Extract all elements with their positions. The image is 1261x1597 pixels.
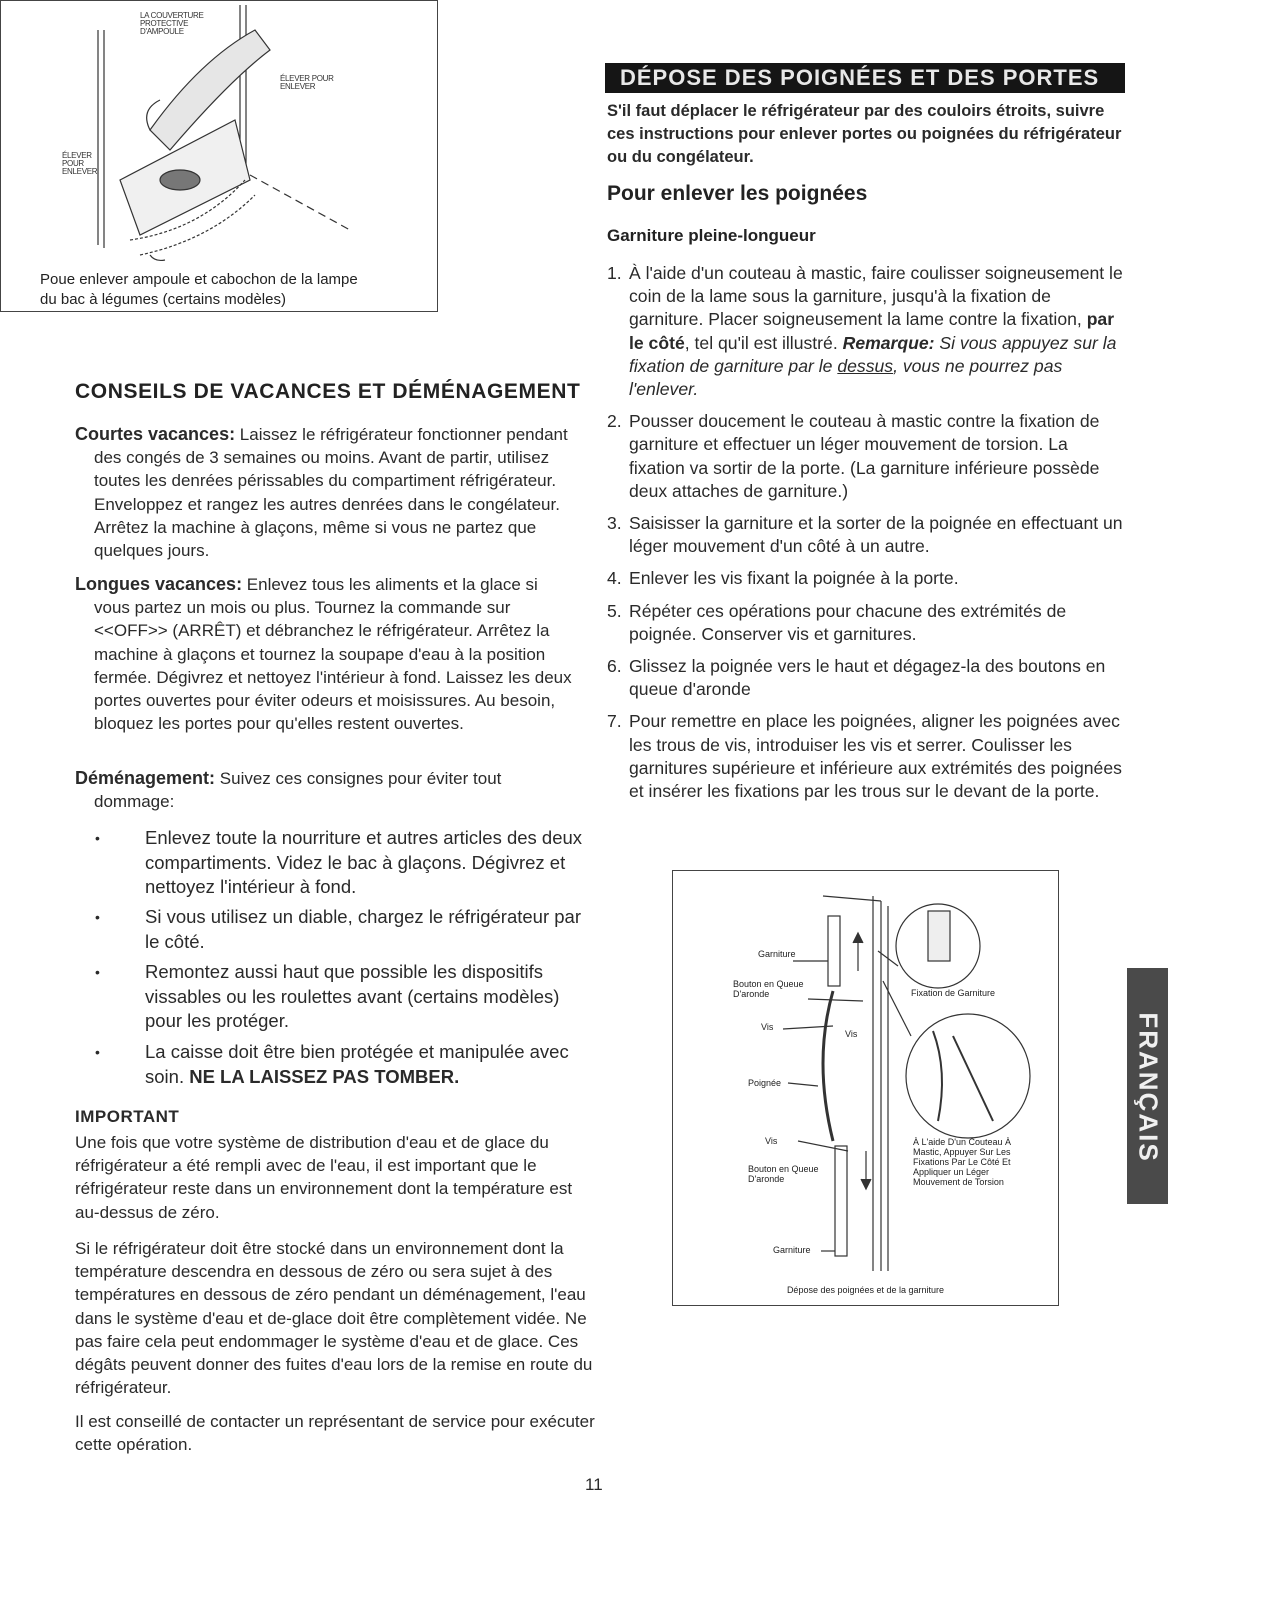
- instruction-label: À L'aide D'un Couteau À Mastic, Appuyer Sur Les Fixations Par Le Côté Et Appliquer un Léger Mouvement de Torsion: [913, 1137, 1012, 1187]
- handle-label: Poignée: [748, 1078, 782, 1088]
- trim-subheading: Garniture pleine-longueur: [607, 226, 816, 245]
- language-tab-label: FRANÇAIS: [1133, 1012, 1164, 1163]
- lamp-cover-figure: [0, 0, 438, 312]
- short-vacation-text: Laissez le réfrigérateur fonctionner pendant des congés de 3 semaines ou moins. Avant de partir, utilisez toutes les denrées périssables du compartiment réfrigérateur. Enveloppez et rangez les autres denrées dans le congélateur. Arrêtez la machine à glaçons, même si vous ne partez que quelques jours.: [94, 425, 568, 561]
- short-vacation-para: [75, 423, 575, 562]
- bullet-item: • Remontez aussi haut que possible les dispositifs vissables ou les roulettes avant (certains modèles) pour les protéger.: [95, 960, 585, 1034]
- step-item: 3. Saisisser la garniture et la sorter de la poignée en effectuant un léger mouvement d'un côté à un autre.: [607, 513, 1123, 557]
- lift-label-left: ÉLEVER POUR ENLEVER: [62, 151, 98, 176]
- caption-line-2: du bac à légumes (certains modèles): [40, 291, 286, 308]
- lift-label-right: ÉLEVER POUR ENLEVER: [280, 74, 334, 91]
- long-vacation-text: Enlevez tous les aliments et la glace si vous partez un mois ou plus. Tournez la commande sur <<OFF>> (ARRÊT) et débranchez le réfrigérateur. Arrêtez la machine à glaçons et tournez la soupape d'eau à la position fermée. Dégivrez et nettoyez l'intérieur à fond. Laissez les deux portes ouvertes pour éviter odeurs et moisissures. Au besoin, bloquez les portes pour qu'elles restent ouvertes.: [94, 575, 572, 734]
- short-vacation-label: Courtes vacances:: [75, 424, 236, 444]
- moving-para: [75, 767, 575, 813]
- section-banner: [605, 63, 1125, 93]
- bullet-item: • Enlevez toute la nourriture et autres articles des deux compartiments. Videz le bac à glaçons. Dégivrez et nettoyez l'intérieur à fond.: [95, 826, 585, 900]
- cover-label: LA COUVERTURE PROTECTIVE D'AMPOULE: [140, 11, 204, 36]
- moving-text: Suivez ces consignes pour éviter tout dommage:: [94, 769, 502, 812]
- important-para-3: Il est conseillé de contacter un représentant de service pour exécuter cette opération.: [75, 1412, 595, 1455]
- banner-title: DÉPOSE DES POIGNÉES ET DES PORTES: [620, 65, 1100, 90]
- important-para-2: Si le réfrigérateur doit être stocké dans un environnement dont la température descendra en dessous de zéro ou sera sujet à des températures en dessous de zéro pendant un déménagement, l'eau dans le système d'eau et de-glace doit être complètement vidée. Ne pas faire cela peut endommager le système d'eau et de glace. Ces dégâts peuvent donner des fuites d'eau lors de la remise en route du réfrigérateur.: [75, 1239, 593, 1398]
- moving-label: Déménagement:: [75, 768, 216, 788]
- bullet-text: Si vous utilisez un diable, chargez le réfrigérateur par le côté.: [145, 906, 582, 952]
- step-item: 6. Glissez la poignée vers le haut et dégagez-la des boutons en queue d'aronde: [607, 656, 1106, 700]
- caption-line-1: Poue enlever ampoule et cabochon de la lampe: [40, 271, 358, 288]
- language-tab: [1127, 968, 1168, 1204]
- screw-low-label: Vis: [765, 1136, 778, 1146]
- important-para-1: Une fois que votre système de distribution d'eau et de glace du réfrigérateur a été rempli avec de l'eau, il est important que le réfrigérateur reste dans un environnement dont la température est au-dessus de zéro.: [75, 1133, 573, 1222]
- page-number: 11: [585, 1475, 603, 1494]
- important-heading: IMPORTANT: [75, 1107, 180, 1126]
- bullet-item: • Si vous utilisez un diable, chargez le réfrigérateur par le côté.: [95, 905, 585, 954]
- step-item: 2. Pousser doucement le couteau à mastic contre la fixation de garniture et effectuer un léger mouvement de torsion. La fixation va sortir de la porte. (La garniture inférieure possède deux attaches de garniture.): [607, 411, 1100, 501]
- step-item: 5. Répéter ces opérations pour chacune des extrémités de poignée. Conserver vis et garnitures.: [607, 600, 1067, 644]
- screw-mid-label: Vis: [845, 1029, 858, 1039]
- intro-text: S'il faut déplacer le réfrigérateur par des couloirs étroits, suivre ces instructions pour enlever portes ou poignées du réfrigérateur ou du congélateur.: [607, 102, 1122, 166]
- garniture-low-label: Garniture: [773, 1245, 811, 1255]
- bullet-text: La caisse doit être bien protégée et manipulée avec soin. NE LA LAISSEZ PAS TOMBER.: [145, 1041, 569, 1087]
- step-item: 1. À l'aide d'un couteau à mastic, faire coulisser soigneusement le coin de la lame sous la garniture, jusqu'à la fixation de garniture. Placer soigneusement la lame contre la fixation, par le côté, tel qu'il est illustré. Remarque: Si vous appuyez sur la fixation de garniture par le dessus, vous ne pourrez pas l'enlever.: [607, 263, 1123, 400]
- handle-removal-illustration: [673, 871, 1058, 1305]
- fixation-label: Fixation de Garniture: [911, 988, 996, 998]
- dovetail-low-label: Bouton en Queue D'aronde: [748, 1164, 819, 1184]
- dovetail-top-label: Bouton en Queue D'aronde: [733, 979, 804, 999]
- screw-top-label: Vis: [761, 1022, 774, 1032]
- step-item: 7. Pour remettre en place les poignées, aligner les poignées avec les trous de vis, introduiser les vis et serrer. Coulisser les garnitures supérieure et inférieure aux extrémités des poignées et insérer les fixations par les trous sur le devant de la porte.: [607, 711, 1122, 802]
- long-vacation-label: Longues vacances:: [75, 574, 243, 594]
- garniture-top-label: Garniture: [758, 949, 796, 959]
- handles-heading: Pour enlever les poignées: [607, 182, 868, 205]
- figure1-caption: [40, 270, 358, 310]
- steps-list: [607, 262, 1127, 812]
- vacation-heading: CONSEILS DE VACANCES ET DÉMÉNAGEMENT: [75, 380, 581, 403]
- bullet-text: Remontez aussi haut que possible les dispositifs vissables ou les roulettes avant (certains modèles) pour les protéger.: [145, 961, 560, 1031]
- figure2-caption: Dépose des poignées et de la garniture: [786, 1285, 945, 1295]
- bullet-text: Enlevez toute la nourriture et autres articles des deux compartiments. Videz le bac à glaçons. Dégivrez et nettoyez l'intérieur à fond.: [145, 827, 583, 897]
- bullet-warning: NE LA LAISSEZ PAS TOMBER.: [184, 1065, 460, 1087]
- handle-removal-figure: [672, 870, 1059, 1306]
- bullet-item: • La caisse doit être bien protégée et manipulée avec soin. NE LA LAISSEZ PAS TOMBER.: [95, 1040, 585, 1089]
- step-item: 4. Enlever les vis fixant la poignée à la porte.: [607, 568, 959, 589]
- long-vacation-para: [75, 573, 575, 735]
